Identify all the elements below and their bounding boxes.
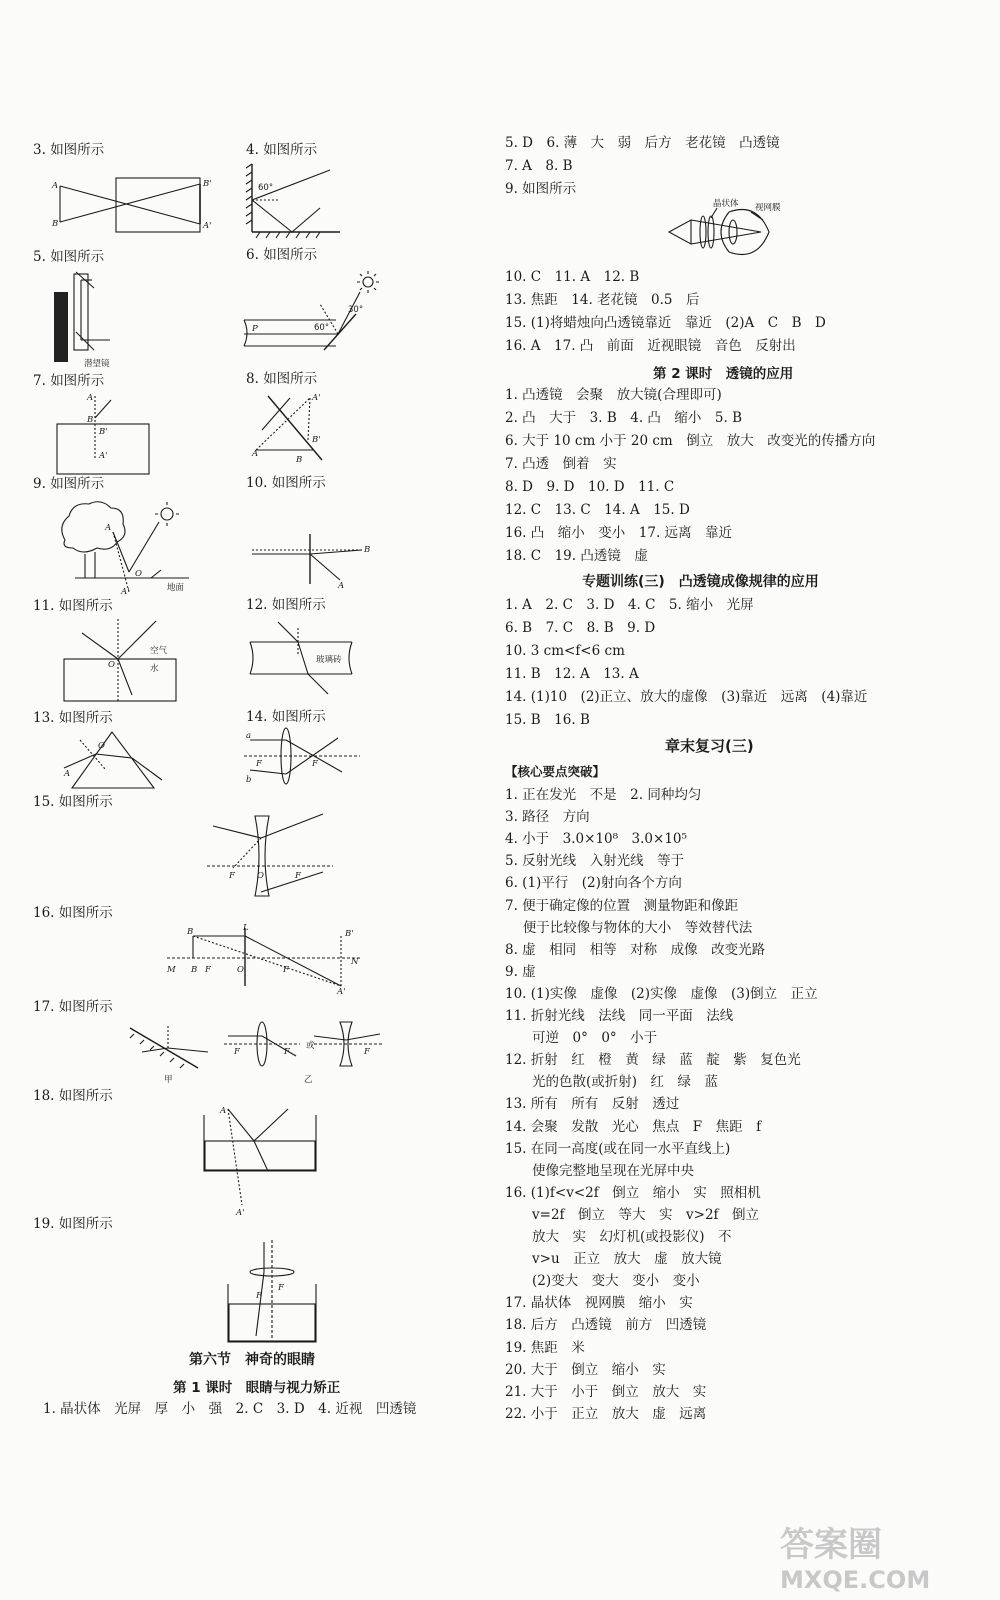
svg-text:A: A xyxy=(52,181,59,191)
svg-text:A: A xyxy=(252,449,259,459)
item-4: 4. 如图所示 xyxy=(246,142,318,158)
lesson-title-1: 第 1 课时 眼睛与视力矫正 xyxy=(173,1380,341,1396)
svg-text:MXQE.COM: MXQE.COM xyxy=(780,1566,931,1594)
item-13: 13. 如图所示 xyxy=(33,710,113,726)
svg-text:潜望镜: 潜望镜 xyxy=(84,359,110,369)
answer-line: 4. 小于 3.0×10⁸ 3.0×10⁵ xyxy=(505,831,687,848)
answer-line: 3. 路径 方向 xyxy=(505,809,590,826)
answer-line: 11. B 12. A 13. A xyxy=(505,666,639,682)
item-9: 9. 如图所示 xyxy=(33,476,105,492)
answer-line: 6. (1)平行 (2)射向各个方向 xyxy=(505,875,682,892)
svg-text:A': A' xyxy=(203,221,212,231)
figure-3-pinhole xyxy=(50,172,220,242)
answer-line: 光的色散(或折射) 红 绿 蓝 xyxy=(505,1074,719,1091)
svg-text:O: O xyxy=(135,569,142,579)
answer-line: 20. 大于 倒立 缩小 实 xyxy=(505,1361,666,1378)
answer-line: 22. 小于 正立 放大 虚 远离 xyxy=(505,1405,707,1422)
svg-text:B: B xyxy=(296,455,303,465)
answer-line: 12. 折射 红 橙 黄 绿 蓝 靛 紫 复色光 xyxy=(505,1052,801,1069)
svg-text:A': A' xyxy=(99,451,108,461)
answer-line: 1. A 2. C 3. D 4. C 5. 缩小 光屏 xyxy=(505,597,754,613)
section-title-6: 第六节 神奇的眼睛 xyxy=(189,1352,315,1368)
answer-line: 放大 实 幻灯机(或投影仪) 不 xyxy=(505,1229,732,1245)
figure-8-plane-mirror xyxy=(250,390,340,470)
lesson-title-2: 第 2 课时 透镜的应用 xyxy=(653,366,794,382)
svg-text:L: L xyxy=(243,923,249,933)
item-18: 18. 如图所示 xyxy=(33,1088,113,1104)
svg-text:A: A xyxy=(105,523,112,533)
answer-line: v>u 正立 放大 虚 放大镜 xyxy=(505,1251,722,1268)
svg-text:B': B' xyxy=(203,179,212,189)
svg-text:答案圈: 答案圈 xyxy=(780,1525,882,1565)
svg-text:A': A' xyxy=(337,987,346,997)
answer-line: 12. C 13. C 14. A 15. D xyxy=(505,502,690,518)
answer-line: 8. 虚 相同 相等 对称 成像 改变光路 xyxy=(505,941,766,958)
svg-text:B: B xyxy=(52,219,59,229)
figure-17-lenses xyxy=(128,1016,398,1086)
svg-text:B: B xyxy=(87,415,94,425)
answer-line: 7. 便于确定像的位置 测量物距和像距 xyxy=(505,897,739,914)
item-3: 3. 如图所示 xyxy=(33,142,105,158)
answer-line: 9. 如图所示 xyxy=(505,181,577,197)
figure-4-corner-mirror xyxy=(240,160,350,240)
answer-line: 16. (1)f<v<2f 倒立 缩小 实 照相机 xyxy=(505,1184,761,1201)
item-16: 16. 如图所示 xyxy=(33,905,113,921)
svg-text:60°: 60° xyxy=(258,183,274,193)
svg-text:M: M xyxy=(167,965,176,975)
svg-text:P: P xyxy=(252,324,258,334)
item-11: 11. 如图所示 xyxy=(33,598,113,614)
svg-text:水: 水 xyxy=(150,664,159,674)
svg-text:O: O xyxy=(98,741,105,751)
svg-text:F: F xyxy=(295,871,301,881)
svg-text:F: F xyxy=(283,965,289,975)
answer-line: 1. 正在发光 不是 2. 同种均匀 xyxy=(505,787,702,803)
answer-line: 7. 凸透 倒着 实 xyxy=(505,456,617,472)
answer-line: 使像完整地呈现在光屏中央 xyxy=(505,1162,694,1179)
figure-5-periscope xyxy=(52,270,132,370)
svg-text:或: 或 xyxy=(306,1041,315,1051)
svg-text:F: F xyxy=(284,1047,290,1057)
svg-text:F: F xyxy=(229,871,235,881)
svg-text:A': A' xyxy=(312,393,321,403)
item-14: 14. 如图所示 xyxy=(246,709,326,725)
answer-line: v=2f 倒立 等大 实 v>2f 倒立 xyxy=(505,1206,760,1223)
figure-13-prism xyxy=(62,728,172,793)
svg-text:O: O xyxy=(237,965,244,975)
answer-line: 18. 后方 凸透镜 前方 凹透镜 xyxy=(505,1317,707,1334)
svg-text:F: F xyxy=(234,1047,240,1057)
figure-6-sun-mirror xyxy=(240,268,380,368)
svg-text:a: a xyxy=(246,731,252,741)
answer-line: 21. 大于 小于 倒立 放大 实 xyxy=(505,1383,707,1400)
figure-19-lens-beaker xyxy=(222,1238,322,1348)
item-15: 15. 如图所示 xyxy=(33,794,113,810)
svg-text:空气: 空气 xyxy=(150,646,168,656)
svg-text:F: F xyxy=(256,1291,262,1301)
watermark-logo xyxy=(776,1514,986,1594)
svg-text:B: B xyxy=(364,545,371,555)
item-17: 17. 如图所示 xyxy=(33,999,113,1015)
item-5: 5. 如图所示 xyxy=(33,249,105,265)
svg-text:A: A xyxy=(338,581,345,591)
answer-line: (2)变大 变大 变小 变小 xyxy=(505,1273,700,1290)
answer-line: 14. 会聚 发散 光心 焦点 F 焦距 f xyxy=(505,1118,762,1135)
item-7: 7. 如图所示 xyxy=(33,373,105,389)
svg-text:F: F xyxy=(312,759,318,769)
answer-line: 16. A 17. 凸 前面 近视眼镜 音色 反射出 xyxy=(505,338,796,354)
svg-text:乙: 乙 xyxy=(304,1075,313,1085)
answer-line: 7. A 8. B xyxy=(505,158,573,174)
answer-line: 18. C 19. 凸透镜 虚 xyxy=(505,548,648,564)
core-points-heading: 【核心要点突破】 xyxy=(505,764,606,779)
svg-text:B: B xyxy=(191,965,198,975)
svg-text:A: A xyxy=(87,393,94,403)
svg-text:F: F xyxy=(364,1047,370,1057)
answer-line: 11. 折射光线 法线 同一平面 法线 xyxy=(505,1008,734,1024)
figure-16-lens-imaging xyxy=(165,922,365,997)
answer-line: 6. B 7. C 8. B 9. D xyxy=(505,620,656,636)
svg-text:玻璃砖: 玻璃砖 xyxy=(316,655,342,665)
figure-18-water-tank xyxy=(198,1105,328,1220)
item-19: 19. 如图所示 xyxy=(33,1216,113,1232)
svg-text:A': A' xyxy=(236,1208,245,1218)
answer-line: 14. (1)10 (2)正立、放大的虚像 (3)靠近 远离 (4)靠近 xyxy=(505,689,868,705)
answer-line: 16. 凸 缩小 变小 17. 远离 靠近 xyxy=(505,525,733,541)
svg-text:O: O xyxy=(257,871,264,881)
answer-line: 8. D 9. D 10. D 11. C xyxy=(505,479,675,495)
svg-text:30°: 30° xyxy=(348,305,364,315)
answer-line: 10. C 11. A 12. B xyxy=(505,269,640,285)
answer-line: 17. 晶状体 视网膜 缩小 实 xyxy=(505,1295,693,1312)
figure-10-mirror-ab xyxy=(250,530,380,590)
svg-text:A: A xyxy=(220,1106,227,1116)
answer-line: 19. 焦距 米 xyxy=(505,1339,585,1356)
item-8: 8. 如图所示 xyxy=(246,371,318,387)
svg-text:F: F xyxy=(256,759,262,769)
svg-text:b: b xyxy=(246,775,252,785)
answer-line: 13. 焦距 14. 老花镜 0.5 后 xyxy=(505,292,700,308)
svg-text:地面: 地面 xyxy=(167,583,185,593)
figure-14-convex-lens xyxy=(242,726,362,788)
figure-9-eye-correction xyxy=(665,198,805,266)
svg-text:视网膜: 视网膜 xyxy=(755,203,781,213)
svg-text:A: A xyxy=(64,769,71,779)
answer-line: 5. D 6. 薄 大 弱 后方 老花镜 凸透镜 xyxy=(505,135,780,151)
item-6: 6. 如图所示 xyxy=(246,247,318,263)
answer-line: 15. B 16. B xyxy=(505,712,590,728)
figure-9-tree-sun xyxy=(55,500,195,595)
item-10: 10. 如图所示 xyxy=(246,475,326,491)
answer-line: 6. 大于 10 cm 小于 20 cm 倒立 放大 改变光的传播方向 xyxy=(505,433,876,449)
answer-line: 可逆 0° 0° 小于 xyxy=(505,1030,658,1047)
chapter-review-title: 章末复习(三) xyxy=(665,737,754,755)
svg-text:晶状体: 晶状体 xyxy=(713,199,739,209)
svg-text:F: F xyxy=(278,1283,284,1293)
svg-text:B: B xyxy=(187,927,194,937)
answer-line: 5. 反射光线 入射光线 等于 xyxy=(505,853,685,870)
svg-text:60°: 60° xyxy=(314,323,330,333)
answer-line: 2. 凸 大于 3. B 4. 凸 缩小 5. B xyxy=(505,410,743,426)
answer-line: 1. 凸透镜 会聚 放大镜(合理即可) xyxy=(505,387,722,403)
figure-7-water-image xyxy=(55,390,155,480)
figure-15-concave-lens xyxy=(205,812,335,900)
svg-text:F: F xyxy=(205,965,211,975)
answer-line: 9. 虚 xyxy=(505,963,536,980)
svg-text:甲: 甲 xyxy=(164,1075,173,1085)
svg-text:B': B' xyxy=(99,427,108,437)
figure-12-glass-block xyxy=(248,618,358,698)
svg-text:O: O xyxy=(108,660,115,670)
answer-line: 15. (1)将蜡烛向凸透镜靠近 靠近 (2)A C B D xyxy=(505,315,826,331)
svg-text:N: N xyxy=(351,957,359,967)
item-12: 12. 如图所示 xyxy=(246,597,326,613)
figure-11-air-water xyxy=(62,615,182,705)
svg-text:B': B' xyxy=(345,929,354,939)
answer-line: 便于比较像与物体的大小 等效替代法 xyxy=(505,919,753,936)
answer-line: 10. 3 cm<f<6 cm xyxy=(505,643,625,659)
answer-line: 10. (1)实像 虚像 (2)实像 虚像 (3)倒立 正立 xyxy=(505,985,818,1002)
answer-line: 15. 在同一高度(或在同一水平直线上) xyxy=(505,1140,731,1157)
special-training-title: 专题训练(三) 凸透镜成像规律的应用 xyxy=(582,574,819,590)
answer-line: 13. 所有 所有 反射 透过 xyxy=(505,1096,680,1113)
svg-text:A': A' xyxy=(121,587,130,597)
svg-text:B': B' xyxy=(312,435,321,445)
answer-line: 1. 晶状体 光屏 厚 小 强 2. C 3. D 4. 近视 凹透镜 xyxy=(43,1401,417,1417)
